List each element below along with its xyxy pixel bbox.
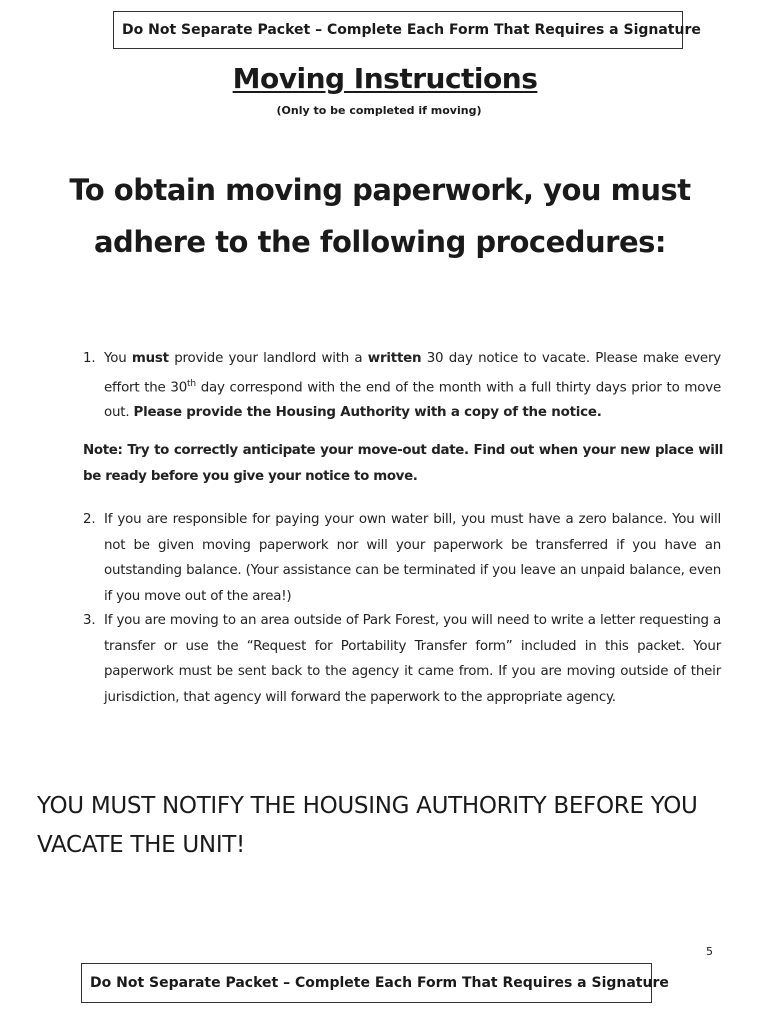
header-banner-text: Do Not Separate Packet – Complete Each Form That Requires a Signature — [122, 22, 701, 38]
page-title: Moving Instructions — [232, 62, 538, 95]
item-text-bold: Please provide the Housing Authority with a copy of the notice. — [133, 405, 602, 421]
superscript: th — [187, 378, 196, 389]
item-text: provide your landlord with a — [168, 351, 368, 366]
warning-line-2: VACATE THE UNIT! — [37, 832, 245, 858]
item-number: 1. — [83, 351, 96, 366]
item-text-bold: must — [131, 351, 169, 366]
footer-banner-text: Do Not Separate Packet – Complete Each Form That Requires a Signature — [90, 975, 669, 991]
item-text: day correspond with the end of the month with a full thirty days prior to move out. — [104, 379, 721, 421]
item-text: If you are responsible for paying your own water bill, you must have a zero balance. You will not be given moving paperwork nor will your paperwork be transferred if you have an outstanding balance. (Your assistance can be terminated if you leave an unpaid balance, even if you move out of the area!) — [104, 512, 721, 604]
instruction-item-1 — [83, 346, 721, 426]
item-text-bold: written — [367, 351, 422, 366]
instruction-item-3 — [83, 608, 721, 710]
item-text: If you are moving to an area outside of Park Forest, you will need to write a letter requesting a transfer or use the “Request for Portability Transfer form” included in this packet. Your paperwork must be sent back to the agency it came from. If you are moving outside of their jurisdiction, that agency will forward the paperwork to the appropriate agency. — [104, 613, 721, 705]
item-text: You — [104, 351, 132, 366]
headline — [60, 164, 700, 268]
headline-line-2: adhere to the following procedures: — [93, 225, 666, 259]
header-banner — [113, 11, 701, 49]
page-subtitle: (Only to be completed if moving) — [276, 104, 482, 117]
headline-line-1: To obtain moving paperwork, you must — [69, 173, 691, 207]
warning-line-1: YOU MUST NOTIFY THE HOUSING AUTHORITY BEFORE YOU — [37, 793, 698, 819]
item-text: 30 day notice to vacate. Please make every effort the 30 — [104, 351, 721, 395]
item-number: 2. — [83, 512, 96, 527]
warning-notice — [37, 787, 737, 865]
note-paragraph: Note: Try to correctly anticipate your move-out date. Find out when your new place will be ready before you give your notice to move. — [83, 443, 723, 484]
footer-banner — [81, 963, 669, 1003]
instruction-item-2 — [83, 507, 721, 609]
item-number: 3. — [83, 613, 96, 628]
page-number: 5 — [706, 945, 713, 958]
